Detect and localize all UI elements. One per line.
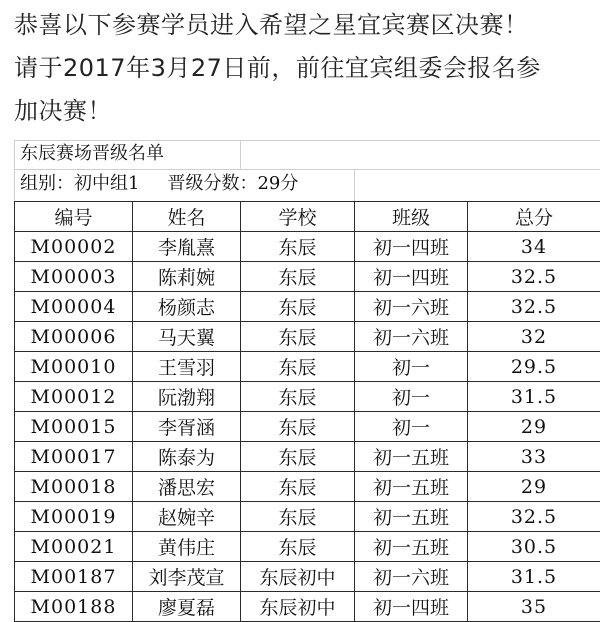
table-row [15,472,600,502]
cell-school: 东辰 [241,502,355,532]
table-row [15,232,600,262]
table-row [15,562,600,592]
cell-score: 32 [468,322,600,352]
column-header-name: 姓名 [133,202,241,232]
table-row [15,592,600,622]
cell-class: 初一六班 [355,562,468,592]
cell-name: 李胤熹 [133,232,241,262]
cell-score: 30.5 [468,532,600,562]
cell-id: M00187 [15,562,133,592]
column-header-class: 班级 [355,202,468,232]
table-row [15,352,600,382]
cell-class: 初一 [355,352,468,382]
column-header-school: 学校 [241,202,355,232]
cell-score: 31.5 [468,562,600,592]
cell-name: 李胥涵 [133,412,241,442]
cell-school: 东辰 [241,412,355,442]
cell-id: M00004 [15,292,133,322]
cell-name: 潘思宏 [133,472,241,502]
cell-id: M00018 [15,472,133,502]
cell-school: 东辰初中 [241,592,355,622]
cell-score: 34 [468,232,600,262]
table-row [15,412,600,442]
cell-school: 东辰 [241,472,355,502]
cell-school: 东辰 [241,442,355,472]
cell-school: 东辰 [241,382,355,412]
table-row [15,382,600,412]
spreadsheet [14,140,600,616]
cell-school: 东辰 [241,352,355,382]
cell-school: 东辰 [241,292,355,322]
table-header-row [15,202,600,232]
cell-class: 初一五班 [355,502,468,532]
table-row [15,262,600,292]
cell-school: 东辰 [241,232,355,262]
cell-score: 32.5 [468,292,600,322]
cell-id: M00188 [15,592,133,622]
cell-id: M00006 [15,322,133,352]
cell-id: M00017 [15,442,133,472]
cell-name: 杨颜志 [133,292,241,322]
announcement-line-3: 加决赛！ [14,90,594,133]
table-row [15,532,600,562]
column-header-score: 总分 [468,202,600,232]
cell-school: 东辰 [241,532,355,562]
cell-class: 初一四班 [355,592,468,622]
cell-score: 35 [468,592,600,622]
cell-class: 初一四班 [355,262,468,292]
table-row [15,292,600,322]
cell-id: M00002 [15,232,133,262]
sheet-info-row [14,170,600,198]
cell-score: 33 [468,442,600,472]
cell-score: 32.5 [468,502,600,532]
score-threshold-label: 晋级分数：29分 [167,173,298,194]
announcement-line-2: 请于2017年3月27日前，前往宜宾组委会报名参 [14,47,594,90]
cell-score: 29.5 [468,352,600,382]
qualified-students-table [14,201,600,622]
cell-school: 东辰 [241,262,355,292]
table-row [15,442,600,472]
sheet-title: 东辰赛场晋级名单 [14,140,600,168]
cell-score: 29 [468,412,600,442]
cell-id: M00015 [15,412,133,442]
cell-score: 31.5 [468,382,600,412]
cell-name: 黄伟庄 [133,532,241,562]
cell-id: M00019 [15,502,133,532]
cell-school: 东辰 [241,322,355,352]
cell-name: 王雪羽 [133,352,241,382]
cell-id: M00003 [15,262,133,292]
cell-class: 初一五班 [355,472,468,502]
cell-name: 赵婉辛 [133,502,241,532]
table-row [15,502,600,532]
cell-class: 初一 [355,412,468,442]
cell-name: 马天翼 [133,322,241,352]
cell-class: 初一五班 [355,532,468,562]
cell-class: 初一 [355,382,468,412]
cell-score: 29 [468,472,600,502]
cell-class: 初一五班 [355,442,468,472]
table-row [15,322,600,352]
group-label: 组别：初中组1 [20,173,139,194]
cell-name: 陈泰为 [133,442,241,472]
cell-name: 廖夏磊 [133,592,241,622]
cell-class: 初一六班 [355,322,468,352]
cell-id: M00012 [15,382,133,412]
cell-school: 东辰初中 [241,562,355,592]
cell-class: 初一六班 [355,292,468,322]
cell-id: M00010 [15,352,133,382]
cell-name: 阮渤翔 [133,382,241,412]
cell-class: 初一四班 [355,232,468,262]
cell-score: 32.5 [468,262,600,292]
cell-name: 刘李茂宣 [133,562,241,592]
announcement [14,4,594,133]
cell-id: M00021 [15,532,133,562]
cell-name: 陈莉婉 [133,262,241,292]
announcement-line-1: 恭喜以下参赛学员进入希望之星宜宾赛区决赛！ [14,4,594,47]
column-header-id: 编号 [15,202,133,232]
